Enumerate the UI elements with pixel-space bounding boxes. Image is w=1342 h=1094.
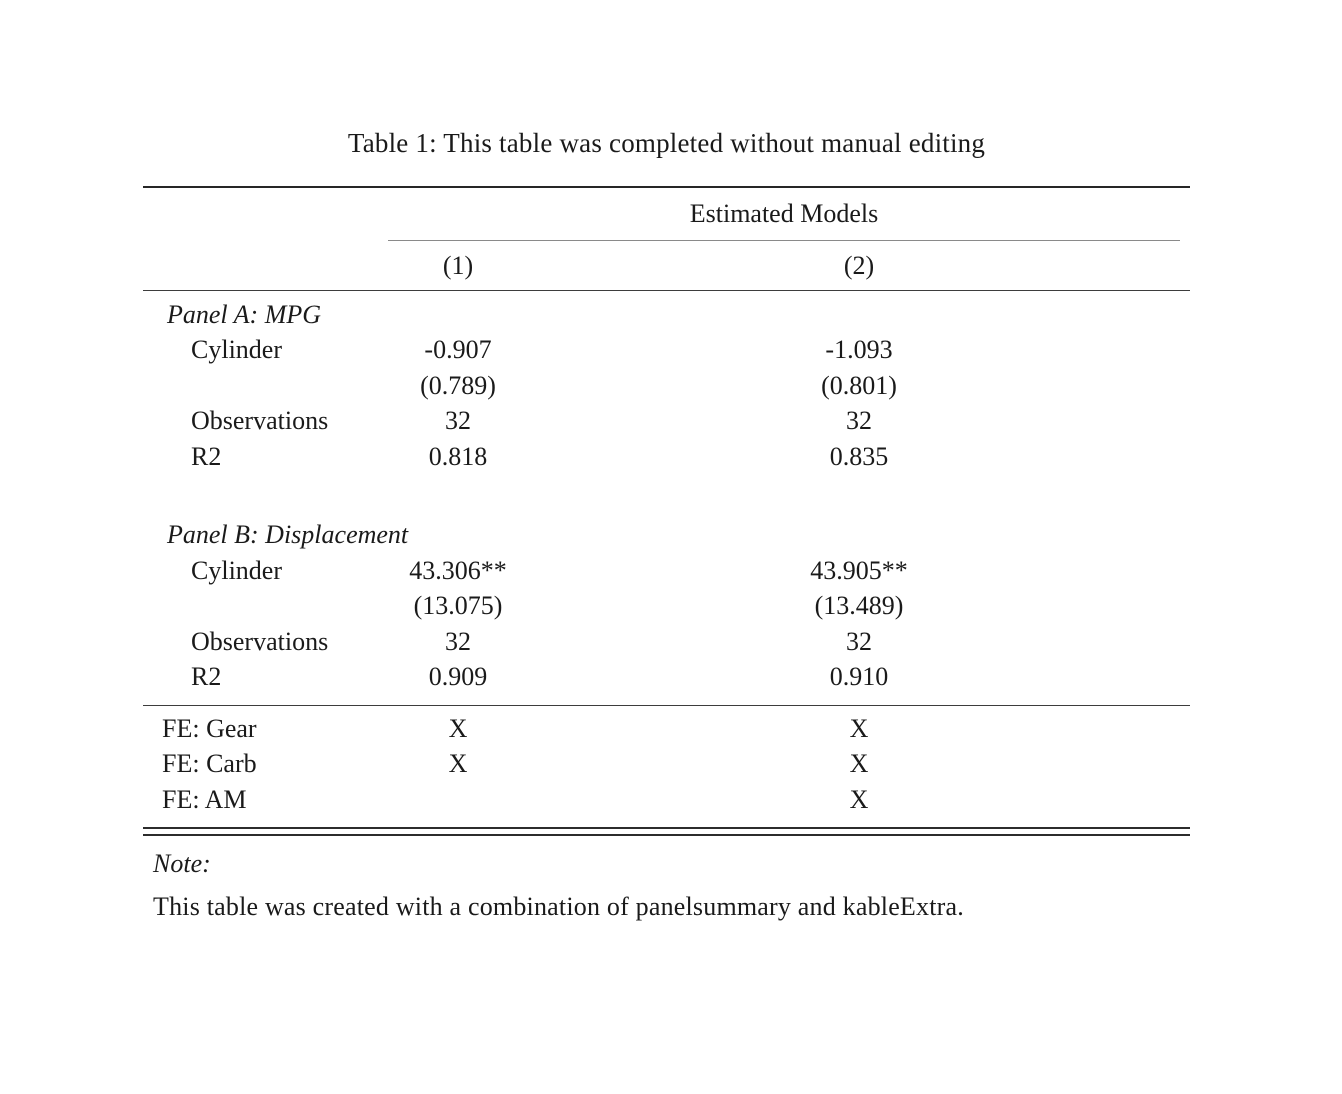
- table-row: [143, 404, 1190, 440]
- row-label: R2: [191, 441, 222, 471]
- r2-cell: 0.835: [829, 441, 889, 471]
- std-error-cell: (0.789): [420, 370, 496, 400]
- observations-cell: 32: [846, 626, 872, 656]
- table-row: [143, 782, 1190, 818]
- fe-indicator-cell: X: [849, 784, 869, 814]
- r2-cell: 0.909: [428, 662, 488, 692]
- panel-a-label: Panel A: MPG: [167, 299, 322, 329]
- panel-spacer: [143, 475, 1190, 518]
- estimate-cell: -1.093: [825, 335, 893, 365]
- observations-cell: 32: [445, 626, 471, 656]
- fe-row-label: FE: Carb: [162, 749, 257, 779]
- std-error-cell: (13.489): [814, 591, 904, 621]
- table-row: [143, 553, 1190, 589]
- table-row: [143, 747, 1190, 783]
- fe-indicator-cell: X: [448, 749, 468, 779]
- panel-b-label-row: [143, 518, 1190, 554]
- fe-indicator-cell: X: [849, 713, 869, 743]
- fe-indicator-cell: X: [448, 713, 468, 743]
- table-row: [143, 333, 1190, 369]
- std-error-cell: (13.075): [413, 591, 503, 621]
- estimate-cell: 43.306**: [409, 555, 507, 585]
- fe-row-label: FE: AM: [162, 784, 247, 814]
- observations-cell: 32: [445, 406, 471, 436]
- panel-a: [143, 291, 1190, 475]
- fe-row-label: FE: Gear: [162, 713, 257, 743]
- row-label: Cylinder: [191, 555, 282, 585]
- header-model-1: (1): [442, 250, 474, 280]
- bottom-double-rule: [143, 827, 1190, 836]
- row-label: R2: [191, 662, 222, 692]
- row-label: Observations: [191, 626, 329, 656]
- spanner-row: [143, 188, 1190, 241]
- estimate-cell: -0.907: [424, 335, 492, 365]
- regression-table: [143, 186, 1190, 926]
- table-row: [143, 711, 1190, 747]
- row-label: Cylinder: [191, 335, 282, 365]
- table-note: [143, 845, 1190, 926]
- spanner-estimated-models: Estimated Models: [388, 188, 1180, 241]
- r2-cell: 0.910: [829, 662, 889, 692]
- table-row: [143, 660, 1190, 696]
- panel-b-label: Panel B: Displacement: [167, 520, 409, 550]
- r2-cell: 0.818: [428, 441, 488, 471]
- note-label: Note:: [153, 848, 211, 878]
- std-error-cell: (0.801): [821, 370, 897, 400]
- table-row: [143, 589, 1190, 625]
- fe-indicator-cell: X: [849, 749, 869, 779]
- panel-a-label-row: [143, 297, 1190, 333]
- table-row: [143, 624, 1190, 660]
- header-model-2: (2): [843, 250, 875, 280]
- model-header-row: [143, 241, 1190, 291]
- row-label: Observations: [191, 406, 329, 436]
- panel-b: [143, 518, 1190, 706]
- fixed-effects-block: [143, 706, 1190, 827]
- estimate-cell: 43.905**: [810, 555, 908, 585]
- table-row: [143, 368, 1190, 404]
- table-caption: Table 1: This table was completed without manual editing: [347, 128, 986, 158]
- observations-cell: 32: [846, 406, 872, 436]
- note-text: This table was created with a combination of panelsummary and kableExtra.: [153, 891, 964, 921]
- table-row: [143, 439, 1190, 475]
